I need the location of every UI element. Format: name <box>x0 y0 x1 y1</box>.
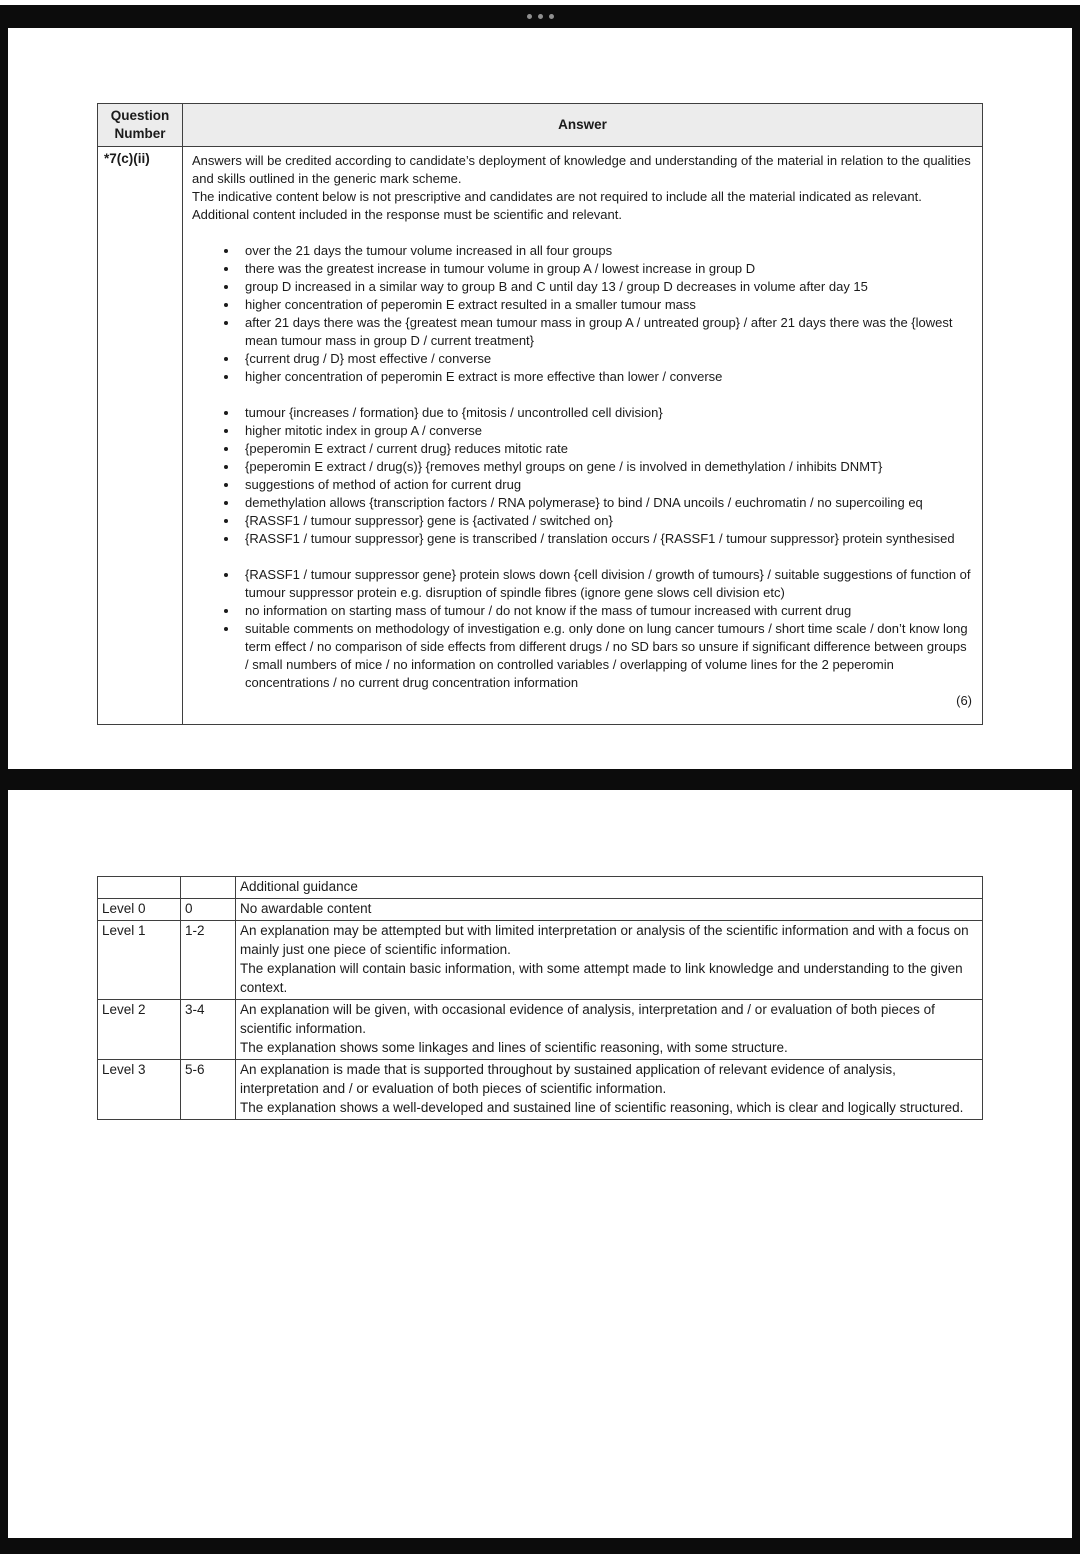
answer-table-content-row <box>98 147 983 725</box>
guidance-line: An explanation is made that is supported throughout by sustained application of relevant evidence of analysis, interpretation and / or evaluation of both pieces of scientific information. <box>240 1062 896 1096</box>
guidance-line: An explanation will be given, with occasional evidence of analysis, interpretation and / or evaluation of both pieces of scientific information. <box>240 1002 935 1036</box>
answer-table <box>97 103 983 725</box>
answer-table-header-row <box>98 104 983 147</box>
bullet-item: • suitable comments on methodology of investigation e.g. only done on lung cancer tumours / short time scale / don’t know long term effect / no comparison of side effects from different drugs / no SD bars so unsure if significant difference between groups / small numbers of mice / no information on controlled variables / overlapping of volume lines for the 2 peperomin concentrations / no current drug concentration information <box>239 620 973 692</box>
guidance-line: No awardable content <box>240 901 372 916</box>
dot-icon <box>538 14 543 19</box>
bullet-item: • {peperomin E extract / drug(s)} {removes methyl groups on gene / is involved in demethylation / inhibits DNMT} <box>239 458 973 476</box>
levels-row <box>98 921 983 1000</box>
bullet-group <box>192 242 973 386</box>
guidance-line: The explanation will contain basic information, with some attempt made to link knowledge and understanding to the given context. <box>240 961 963 995</box>
marks-cell <box>181 877 236 899</box>
more-options-dots-icon <box>524 14 557 19</box>
guidance-line: Additional guidance <box>240 879 358 894</box>
bullet-item: • demethylation allows {transcription factors / RNA polymerase} to bind / DNA uncoils / euchromatin / no supercoiling eq <box>239 494 973 512</box>
bullet-group <box>192 566 973 692</box>
guidance-line: An explanation may be attempted but with limited interpretation or analysis of the scientific information and with a focus on mainly just one piece of scientific information. <box>240 923 969 957</box>
guidance-cell <box>236 877 983 899</box>
document-page-2 <box>8 790 1072 1538</box>
bullet-item: • {peperomin E extract / current drug} reduces mitotic rate <box>239 440 973 458</box>
page-gap <box>0 769 1080 790</box>
bullet-group <box>192 404 973 548</box>
bullet-item: • group D increased in a similar way to group B and C until day 13 / group D decreases in volume after day 15 <box>239 278 973 296</box>
guidance-cell <box>236 1060 983 1120</box>
answer-header: Answer <box>183 104 983 147</box>
bullet-item: • there was the greatest increase in tumour volume in group A / lowest increase in group D <box>239 260 973 278</box>
viewer-top-bar <box>0 5 1080 28</box>
answer-cell <box>183 147 983 725</box>
levels-table-body <box>98 877 983 1120</box>
dot-icon <box>527 14 532 19</box>
level-cell: Level 3 <box>98 1060 181 1120</box>
guidance-cell <box>236 899 983 921</box>
bullet-item: • higher concentration of peperomin E extract resulted in a smaller tumour mass <box>239 296 973 314</box>
marks-cell: 1-2 <box>181 921 236 1000</box>
intro-line: Answers will be credited according to candidate’s deployment of knowledge and understanding of the material in relation to the qualities and skills outlined in the generic mark scheme. <box>192 153 971 186</box>
level-cell: Level 0 <box>98 899 181 921</box>
guidance-cell <box>236 1000 983 1060</box>
guidance-line: The explanation shows some linkages and lines of scientific reasoning, with some structure. <box>240 1040 788 1055</box>
intro-line: The indicative content below is not prescriptive and candidates are not required to include all the material indicated as relevant. <box>192 189 922 204</box>
intro-line: Additional content included in the response must be scientific and relevant. <box>192 207 622 222</box>
level-cell: Level 1 <box>98 921 181 1000</box>
levels-row <box>98 1060 983 1120</box>
question-id-cell: *7(c)(ii) <box>98 147 183 725</box>
bullet-item: • higher mitotic index in group A / converse <box>239 422 973 440</box>
levels-row <box>98 1000 983 1060</box>
marks-cell: 0 <box>181 899 236 921</box>
level-cell: Level 2 <box>98 1000 181 1060</box>
question-number-header: Question Number <box>98 104 183 147</box>
marks-total: (6) <box>956 693 972 708</box>
bullet-groups <box>192 242 973 692</box>
guidance-line: The explanation shows a well-developed and sustained line of scientific reasoning, which is clear and logically structured. <box>240 1100 964 1115</box>
bullet-item: • {RASSF1 / tumour suppressor} gene is {activated / switched on} <box>239 512 973 530</box>
bullet-item: • after 21 days there was the {greatest mean tumour mass in group A / untreated group} / after 21 days there was the {lowest mean tumour mass in group D / current treatment} <box>239 314 973 350</box>
dot-icon <box>549 14 554 19</box>
levels-row <box>98 899 983 921</box>
bullet-item: • {RASSF1 / tumour suppressor gene} protein slows down {cell division / growth of tumours} / suitable suggestions of function of tumour suppressor protein e.g. disruption of spindle fibres (ignore gene slows cell division etc) <box>239 566 973 602</box>
bullet-item: • suggestions of method of action for current drug <box>239 476 973 494</box>
bullet-item: • {current drug / D} most effective / converse <box>239 350 973 368</box>
marks-cell: 3-4 <box>181 1000 236 1060</box>
level-cell <box>98 877 181 899</box>
answer-intro <box>192 152 973 224</box>
document-page-1 <box>8 28 1072 769</box>
bullet-item: • {RASSF1 / tumour suppressor} gene is transcribed / translation occurs / {RASSF1 / tumour suppressor} protein synthesised <box>239 530 973 548</box>
bullet-item: • no information on starting mass of tumour / do not know if the mass of tumour increased with current drug <box>239 602 973 620</box>
bullet-item: • over the 21 days the tumour volume increased in all four groups <box>239 242 973 260</box>
levels-row <box>98 877 983 899</box>
guidance-cell <box>236 921 983 1000</box>
bullet-item: • tumour {increases / formation} due to {mitosis / uncontrolled cell division} <box>239 404 973 422</box>
marks-cell: 5-6 <box>181 1060 236 1120</box>
levels-table <box>97 876 983 1120</box>
bullet-item: • higher concentration of peperomin E extract is more effective than lower / converse <box>239 368 973 386</box>
